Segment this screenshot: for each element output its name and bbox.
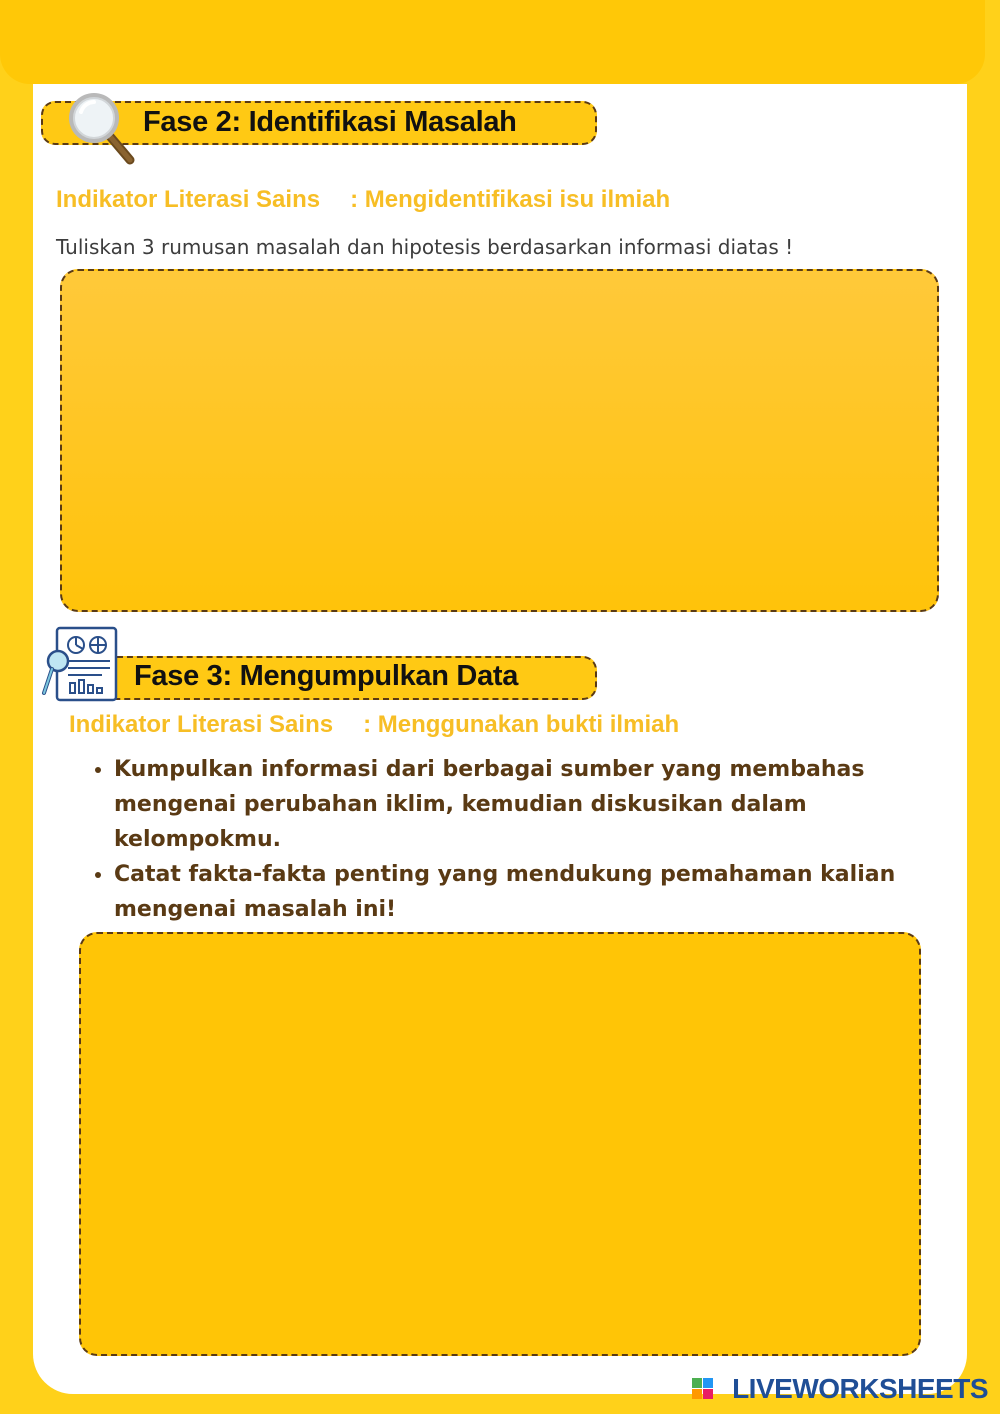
top-banner [0, 0, 985, 84]
phase2-instruction: Tuliskan 3 rumusan masalah dan hipotesis berdasarkan informasi diatas ! [56, 235, 794, 259]
magnifier-icon [64, 88, 140, 172]
phase3-answer-box[interactable] [79, 932, 921, 1356]
phase2-title: Fase 2: Identifikasi Masalah [143, 106, 517, 138]
data-report-icon [40, 625, 120, 707]
phase3-indicator [69, 711, 679, 739]
phase2-indicator-label: Indikator Literasi Sains [56, 186, 321, 213]
phase2-indicator [56, 186, 670, 214]
watermark-text: LIVEWORKSHEETS [732, 1373, 988, 1404]
list-item: • Catat fakta-fakta penting yang mendukung pemahaman kalian mengenai masalah ini! [114, 857, 964, 927]
phase3-indicator-label: Indikator Literasi Sains [69, 711, 334, 738]
phase3-instruction-list [84, 752, 964, 927]
phase3-title: Fase 3: Mengumpulkan Data [134, 660, 519, 692]
list-item: • Kumpulkan informasi dari berbagai sumber yang membahas mengenai perubahan iklim, kemudian diskusikan dalam kelompokmu. [114, 752, 964, 857]
phase3-indicator-value: : Menggunakan bukti ilmiah [363, 711, 680, 738]
phase2-indicator-value: : Mengidentifikasi isu ilmiah [350, 186, 671, 213]
liveworksheets-logo-icon [692, 1378, 714, 1404]
phase2-answer-box[interactable] [60, 269, 939, 612]
